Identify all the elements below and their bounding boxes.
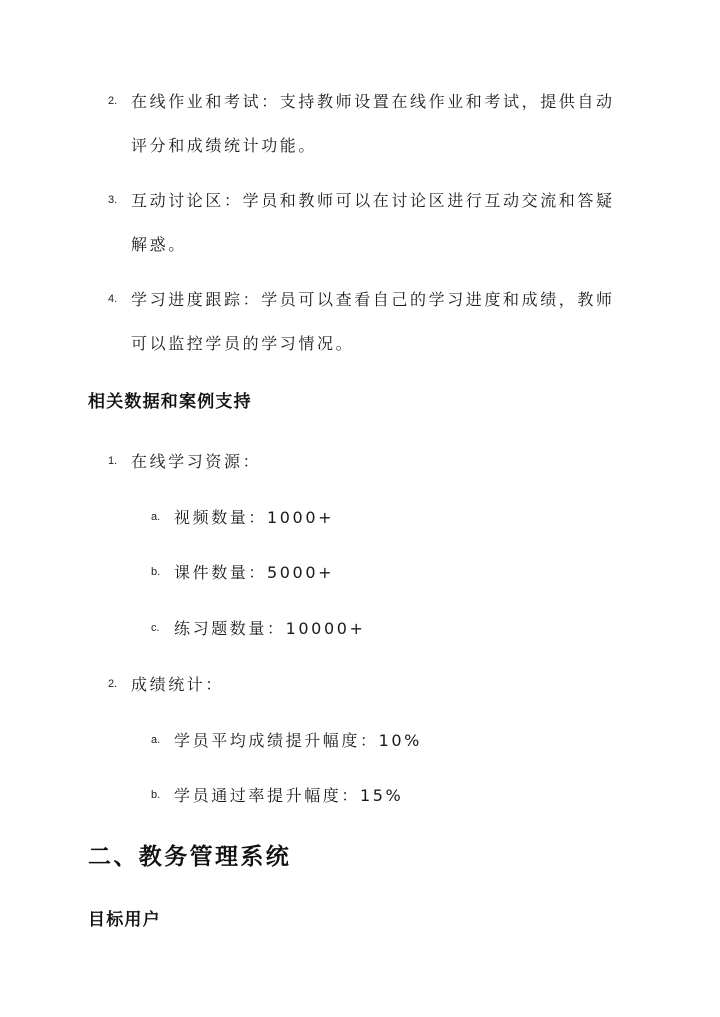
list-marker: 2.	[108, 678, 118, 690]
list-marker: 1.	[108, 455, 118, 467]
sub-list-item: 练习题数量：10000+	[174, 619, 366, 638]
list-marker: 2.	[108, 95, 118, 107]
sub-list-marker: a.	[151, 511, 161, 523]
sub-list-marker: a.	[151, 734, 161, 746]
sub-list-marker: b.	[151, 566, 161, 578]
list-item-text-continued: 解惑。	[131, 235, 187, 254]
section-heading: 相关数据和案例支持	[88, 392, 252, 412]
list-item-label: 成绩统计：	[131, 675, 225, 694]
sub-list-item: 学员通过率提升幅度：15%	[174, 786, 404, 805]
chapter-heading: 二、教务管理系统	[88, 843, 292, 870]
list-item-text-continued: 可以监控学员的学习情况。	[131, 334, 355, 353]
sub-list-item: 视频数量：1000+	[174, 508, 335, 527]
sub-list-item: 学员平均成绩提升幅度：10%	[174, 731, 422, 750]
sub-list-item: 课件数量：5000+	[174, 563, 335, 582]
list-item-label: 在线学习资源：	[131, 452, 262, 471]
list-item-text: 互动讨论区：学员和教师可以在讨论区进行互动交流和答疑	[131, 191, 615, 210]
list-item-text-continued: 评分和成绩统计功能。	[131, 136, 318, 155]
sub-list-marker: c.	[151, 622, 160, 634]
list-item-text: 学习进度跟踪：学员可以查看自己的学习进度和成绩，教师	[131, 290, 615, 309]
list-item-text: 在线作业和考试：支持教师设置在线作业和考试，提供自动	[131, 92, 615, 111]
section-heading: 目标用户	[88, 910, 161, 930]
list-marker: 4.	[108, 293, 118, 305]
list-marker: 3.	[108, 194, 118, 206]
sub-list-marker: b.	[151, 789, 161, 801]
